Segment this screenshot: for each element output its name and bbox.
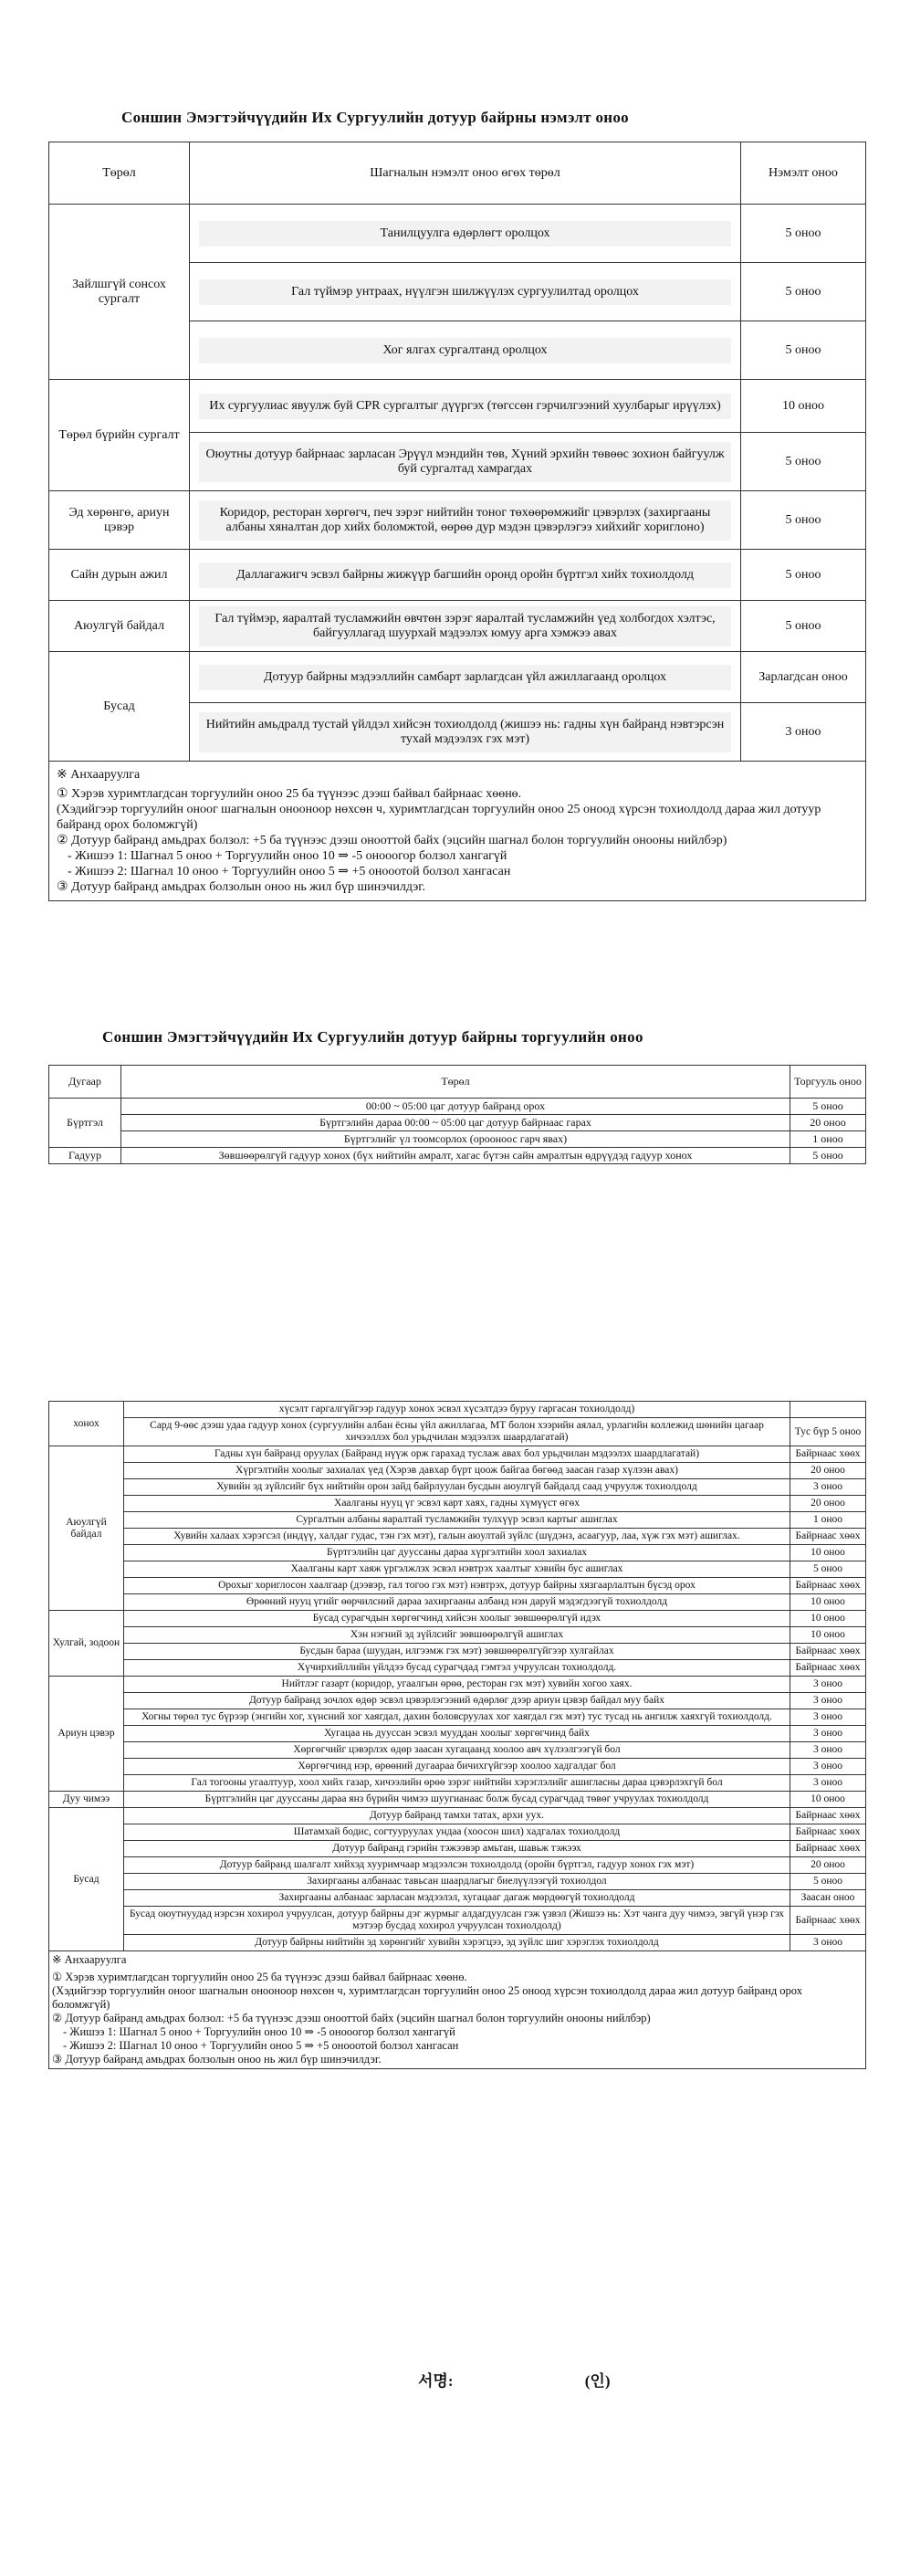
- criteria-cell: Хугацаа нь дууссан эсвэл мууддан хоолыг хөргөгчинд байх: [124, 1726, 790, 1742]
- points-cell: 5 оноо: [741, 433, 866, 491]
- points-cell: 1 оноо: [790, 1131, 866, 1148]
- table-row: [49, 1775, 866, 1792]
- points-cell: 3 оноо: [790, 1479, 866, 1496]
- points-cell: 5 оноо: [741, 263, 866, 321]
- points-cell: 3 оноо: [741, 703, 866, 762]
- category-cell: Бусад: [49, 652, 190, 762]
- header-penalty: Торгууль оноо: [790, 1066, 866, 1099]
- points-cell: 3 оноо: [790, 1709, 866, 1726]
- table-row: [49, 550, 866, 601]
- criteria-cell: Хувийн эд зүйлсийг бүх нийтийн орон зайд байрлуулан бусдын аюулгүй байдалд саад учруулж тохиолдолд: [124, 1479, 790, 1496]
- table-row: [49, 1759, 866, 1775]
- points-cell: Байрнаас хөөх: [790, 1808, 866, 1824]
- table-row: [49, 1841, 866, 1857]
- category-cell: Төрөл бүрийн сургалт: [49, 380, 190, 491]
- points-cell: 20 оноо: [790, 1463, 866, 1479]
- criteria-text: Их сургуулиас явуулж буй CPR сургалтыг дүүргэх (төгссөн гэрчилгээний хуулбарыг ирүүлэх): [199, 394, 731, 419]
- criteria-text: Танилцуулга өдөрлөгт оролцох: [199, 221, 731, 247]
- points-cell: 10 оноо: [790, 1627, 866, 1644]
- criteria-cell: Нийтлэг газарт (коридор, угаалгын өрөө, ресторан гэх мэт) хувийн хогоо хаях.: [124, 1677, 790, 1693]
- criteria-text: Оюутны дотуур байрнаас зарласан Эрүүл мэндийн төв, Хүний эрхийн төвөөс зохион байгуулж буй сургалтад хамрагдах: [199, 442, 731, 482]
- criteria-cell: Гадны хүн байранд оруулах (Байранд нүүж орж гарахад туслаж авах бол урьдчилан мэдээлэх шаардлагатай): [124, 1446, 790, 1463]
- note-line: ③ Дотуур байранд амьдрах болзолын оноо нь жил бүр шинэчилдэг.: [57, 880, 425, 894]
- note-line: ③ Дотуур байранд амьдрах болзолын оноо нь жил бүр шинэчилдэг.: [52, 2053, 382, 2066]
- notes-header: ※ Анхааруулга: [52, 1953, 127, 1966]
- penalty-points-title: Соншин Эмэгтэйчүүдийн Их Сургуулийн дотуур байрны торгуулийн оноо: [102, 1028, 643, 1046]
- bonus-points-title: Соншин Эмэгтэйчүүдийн Их Сургуулийн дотуур байрны нэмэлт оноо: [121, 109, 629, 126]
- points-cell: 20 оноо: [790, 1115, 866, 1131]
- points-cell: Байрнаас хөөх: [790, 1907, 866, 1935]
- criteria-cell: Бүртгэлийн цаг дууссаны дараа хүргэлтийн хоол захиалах: [124, 1545, 790, 1561]
- criteria-text: Дотуур байрны мэдээллийн самбарт зарлагдсан үйл ажиллагаанд оролцох: [199, 665, 731, 690]
- criteria-cell: Орохыг хориглосон хаалгаар (дээвэр, гал тогоо гэх мэт) нэвтрэх, дотуур байрны хязгаарлалтын бүсэд орох: [124, 1578, 790, 1594]
- criteria-cell: Захиргааны албанаас зарласан мэдээлэл, хугацааг дагаж мөрдөөгүй тохиолдолд: [124, 1890, 790, 1907]
- table-row: [49, 1907, 866, 1935]
- criteria-cell: Дотуур байранд зочлох өдөр эсвэл цэвэрлэгээний өдөрлөг дээр ариун цэвэр байдал муу байх: [124, 1693, 790, 1709]
- points-cell: 5 оноо: [790, 1099, 866, 1115]
- table-row: [49, 652, 866, 703]
- criteria-cell: Өрөөний нууц үгийг өөрчилсний дараа захиргааны албанд нэн даруй мэдэгдээгүй тохиолдолд: [124, 1594, 790, 1611]
- table-row: [49, 1594, 866, 1611]
- criteria-cell: Шатамхай бодис, согтууруулах ундаа (хоосон шил) хадгалах тохиолдолд: [124, 1824, 790, 1841]
- points-cell: Заасан оноо: [790, 1890, 866, 1907]
- criteria-cell: Хүргэлтийн хоолыг захиалах үед (Хэрэв давхар бүрт цоож байгаа бөгөөд заасан газар хүлээн авах): [124, 1463, 790, 1479]
- table-row: [49, 205, 866, 263]
- criteria-cell: Хөргөгчийг цэвэрлэх өдөр заасан хугацаанд хоолоо авч хүлээлгээгүй бол: [124, 1742, 790, 1759]
- seal-label: (인): [584, 2372, 611, 2390]
- table-row: [49, 1578, 866, 1594]
- criteria-cell: [190, 491, 741, 550]
- criteria-cell: Бүртгэлийн дараа 00:00 ~ 05:00 цаг дотуур байрнаас гарах: [121, 1115, 790, 1131]
- table-row: [49, 1742, 866, 1759]
- table-row: [49, 1808, 866, 1824]
- points-cell: Байрнаас хөөх: [790, 1644, 866, 1660]
- points-cell: 5 оноо: [790, 1874, 866, 1890]
- criteria-cell: [190, 550, 741, 601]
- criteria-cell: [190, 601, 741, 652]
- table-row: [49, 1627, 866, 1644]
- table-row: [49, 1418, 866, 1446]
- points-cell: 20 оноо: [790, 1496, 866, 1512]
- category-cell: Аюулгүй байдал: [49, 601, 190, 652]
- table-row: [49, 1677, 866, 1693]
- table-row: [49, 1545, 866, 1561]
- criteria-cell: Сард 9-өөс дээш удаа гадуур хонох (сургуулийн албан ёсны үйл ажиллагаа, МТ болон хээрийн аялал, урлагийн коллежид шөнийн цагаар хичээллэх бол урьдчилан мэдээлэх шаардлагатай): [124, 1418, 790, 1446]
- category-cell: Бусад: [49, 1808, 124, 1951]
- criteria-text: Гал түймэр, яаралтай тусламжийн өвчтөн зэрэг яаралтай тусламжийн үед холбогдох хэлтэс, байгууллагад шуурхай мэдээлэх юмуу арга хэмжээ авах: [199, 606, 731, 647]
- points-cell: 3 оноо: [790, 1677, 866, 1693]
- table-row: [49, 1402, 866, 1418]
- note-line: - Жишээ 2: Шагнал 10 оноо + Торгуулийн оноо 5 ⇒ +5 онооотой болзол хангасан: [63, 2039, 459, 2052]
- category-cell: Аюулгүй байдал: [49, 1446, 124, 1611]
- note-line: ① Хэрэв хуримтлагдсан торгуулийн оноо 25 ба түүнээс дээш байвал байрнаас хөөнө.: [52, 1971, 467, 1983]
- table-row: [49, 1115, 866, 1131]
- points-cell: 10 оноо: [790, 1611, 866, 1627]
- note-line: - Жишээ 2: Шагнал 10 оноо + Торгуулийн оноо 5 ⇒ +5 онооотой болзол хангасан: [68, 865, 511, 878]
- points-cell: 3 оноо: [790, 1693, 866, 1709]
- criteria-cell: [190, 433, 741, 491]
- points-cell: 10 оноо: [790, 1792, 866, 1808]
- table-row: [49, 1446, 866, 1463]
- bonus-notes: [49, 762, 866, 901]
- points-cell: 3 оноо: [790, 1759, 866, 1775]
- table-row: [49, 380, 866, 433]
- points-cell: Тус бүр 5 оноо: [790, 1418, 866, 1446]
- bonus-points-table: [48, 142, 866, 901]
- points-cell: 5 оноо: [790, 1561, 866, 1578]
- note-line: - Жишээ 1: Шагнал 5 оноо + Торгуулийн оноо 10 ⇒ -5 онооогор болзол хангагүй: [68, 849, 507, 863]
- criteria-cell: Хаалганы карт хаяж үргэлжлэх эсвэл нэвтрэх хаалтыг хэвийн бус ашиглах: [124, 1561, 790, 1578]
- points-cell: Байрнаас хөөх: [790, 1841, 866, 1857]
- table-row: [49, 1935, 866, 1951]
- criteria-text: Коридор, ресторан хөргөгч, печ зэрэг нийтийн тоног төхөөрөмжийг цэвэрлэх (захиргааны албаны хяналтан дор хийх боломжтой, өөрөө дур мэдэн цэвэрлэгээ хийхийг хориглоно): [199, 500, 731, 541]
- table-row: [49, 1131, 866, 1148]
- points-cell: 1 оноо: [790, 1512, 866, 1529]
- note-line: (Хэдийгээр торгуулийн оноог шагналын онооноор нөхсөн ч, хуримтлагдсан торгуулийн оноо 25 оноод хүрсэн тохиолдолд дараа жил дотуур байранд орох боломжгүй): [52, 1984, 802, 2011]
- criteria-cell: Дотуур байранд тамхи татах, архи уух.: [124, 1808, 790, 1824]
- criteria-cell: [190, 380, 741, 433]
- table-row: [49, 1792, 866, 1808]
- table-row: [49, 1709, 866, 1726]
- points-cell: 5 оноо: [741, 205, 866, 263]
- criteria-text: Нийтийн амьдралд тустай үйлдэл хийсэн тохиолдолд (жишээ нь: гадны хүн байранд нэвтэрсэн тухай мэдээлэх гэх мэт): [199, 712, 731, 752]
- points-cell: 3 оноо: [790, 1775, 866, 1792]
- category-cell: Хулгай, зодоон: [49, 1611, 124, 1677]
- table-row: [49, 1496, 866, 1512]
- points-cell: Байрнаас хөөх: [790, 1578, 866, 1594]
- criteria-cell: Сургалтын албаны яаралтай тусламжийн тулхүүр эсвэл картыг ашиглах: [124, 1512, 790, 1529]
- criteria-cell: [190, 205, 741, 263]
- table-row: [49, 491, 866, 550]
- table-row: [49, 601, 866, 652]
- points-cell: 5 оноо: [790, 1148, 866, 1164]
- table-row: [49, 1726, 866, 1742]
- points-cell: 5 оноо: [741, 550, 866, 601]
- table-row: [49, 1099, 866, 1115]
- table-row: [49, 1463, 866, 1479]
- table-row: [49, 1561, 866, 1578]
- criteria-cell: Хөргөгчинд нэр, өрөөний дугаараа бичихгүйгээр хоолоо хадгалдаг бол: [124, 1759, 790, 1775]
- category-cell: Бүртгэл: [49, 1099, 121, 1148]
- penalty-points-table: [48, 1065, 866, 1164]
- points-cell: Зарлагдсан оноо: [741, 652, 866, 703]
- points-cell: [790, 1402, 866, 1418]
- penalty-notes: [49, 1951, 866, 2069]
- category-cell: Гадуур: [49, 1148, 121, 1164]
- criteria-cell: Дотуур байранд шалгалт хийхэд хууримчаар мэдээлсэн тохиолдолд (оройн бүртгэл, гадуур хонох гэх мэт): [124, 1857, 790, 1874]
- header-type: Төрөл: [121, 1066, 790, 1099]
- points-cell: 20 оноо: [790, 1857, 866, 1874]
- table-row: [49, 1890, 866, 1907]
- criteria-cell: Бусад оюутнуудад нэрсэн хохирол учруулсан, дотуур байрны дэг журмыг алдагдуулсан гэж үзвэл (Жишээ нь: Хэт чанга дуу чимээ, эвгүй үнэр гэх мэтээр бусдад хохирол учруулсан тохиолдолд): [124, 1907, 790, 1935]
- criteria-cell: Хогны төрөл тус бүрээр (энгийн хог, хүнсний хог хаягдал, дахин боловсруулах хог хаягдал гэх мэт) тус тусад нь ангилж хаяхгүй тохиолдолд.: [124, 1709, 790, 1726]
- criteria-cell: Бусад сурагчдын хөргөгчинд хийсэн хоолыг зөвшөөрөлгүй идэх: [124, 1611, 790, 1627]
- header-category: Төрөл: [49, 142, 190, 205]
- criteria-text: Гал түймэр унтраах, нүүлгэн шилжүүлэх сургуулилтад оролцох: [199, 279, 731, 305]
- table-row: [49, 1693, 866, 1709]
- table-row: [49, 1529, 866, 1545]
- criteria-cell: Зөвшөөрөлгүй гадуур хонох (бүх нийтийн амралт, хагас бүтэн сайн амралтын өдрүүдэд гадуур хонох: [121, 1148, 790, 1164]
- criteria-cell: Гал тогооны угаалтуур, хоол хийх газар, хичээлийн өрөө зэрэг нийтийн хэрэглэлийг ашигласны дараа цэвэрлэхгүй бол: [124, 1775, 790, 1792]
- penalty-points-table-continued: [48, 1401, 866, 2069]
- points-cell: 10 оноо: [790, 1594, 866, 1611]
- points-cell: 3 оноо: [790, 1935, 866, 1951]
- points-cell: Байрнаас хөөх: [790, 1824, 866, 1841]
- criteria-text: Хог ялгах сургалтанд оролцох: [199, 338, 731, 363]
- category-cell: Сайн дурын ажил: [49, 550, 190, 601]
- header-number: Дугаар: [49, 1066, 121, 1099]
- criteria-text: Даллагажигч эсвэл байрны жижүүр багшийн оронд оройн бүртгэл хийх тохиолдолд: [199, 563, 731, 588]
- criteria-cell: Хэн нэгний эд зүйлсийг зөвшөөрөлгүй ашиглах: [124, 1627, 790, 1644]
- table-row: [49, 1874, 866, 1890]
- criteria-cell: [190, 703, 741, 762]
- category-cell: хонох: [49, 1402, 124, 1446]
- note-line: (Хэдийгээр торгуулийн оноог шагналын онооноор нөхсөн ч, хуримтлагдсан торгуулийн оноо 25 оноод хүрсэн тохиолдолд дараа жил дотуур байранд орох боломжгүй): [57, 803, 821, 832]
- points-cell: 3 оноо: [790, 1726, 866, 1742]
- criteria-cell: 00:00 ~ 05:00 цаг дотуур байранд орох: [121, 1099, 790, 1115]
- table-row: [49, 1644, 866, 1660]
- signature-label: 서명:: [418, 2372, 454, 2390]
- criteria-cell: Бусдын бараа (шуудан, илгээмж гэх мэт) зөвшөөрөлгүйгээр хулгайлах: [124, 1644, 790, 1660]
- table-row: [49, 1611, 866, 1627]
- note-line: - Жишээ 1: Шагнал 5 оноо + Торгуулийн оноо 10 ⇒ -5 онооогор болзол хангагүй: [63, 2025, 455, 2038]
- table-row: [49, 1512, 866, 1529]
- table-row: [49, 1857, 866, 1874]
- table-row: [49, 1660, 866, 1677]
- criteria-cell: Бүртгэлийн цаг дууссаны дараа янз бүрийн чимээ шуугианаас болж бусад сурагчдад төвөг учруулах тохиолдолд: [124, 1792, 790, 1808]
- category-cell: Дуу чимээ: [49, 1792, 124, 1808]
- header-points: Нэмэлт оноо: [741, 142, 866, 205]
- note-line: ② Дотуур байранд амьдрах болзол: +5 ба түүнээс дээш онооттой байх (эцсийн шагнал болон торгуулийн онооны нийлбэр): [52, 2012, 651, 2024]
- category-cell: Ариун цэвэр: [49, 1677, 124, 1792]
- criteria-cell: Хаалганы нууц үг эсвэл карт хаях, гадны хүмүүст өгөх: [124, 1496, 790, 1512]
- criteria-cell: Захиргааны албанаас тавьсан шаардлагыг биелүүлээгүй тохиолдол: [124, 1874, 790, 1890]
- criteria-cell: [190, 321, 741, 380]
- note-line: ① Хэрэв хуримтлагдсан торгуулийн оноо 25 ба түүнээс дээш байвал байрнаас хөөнө.: [57, 787, 522, 801]
- note-line: ② Дотуур байранд амьдрах болзол: +5 ба түүнээс дээш онооттой байх (эцсийн шагнал болон торгуулийн онооны нийлбэр): [57, 834, 727, 847]
- points-cell: 10 оноо: [790, 1545, 866, 1561]
- criteria-cell: хүсэлт гаргалгүйгээр гадуур хонох эсвэл хүсэлтдээ буруу гаргасан тохиолдолд): [124, 1402, 790, 1418]
- table-row: [49, 1479, 866, 1496]
- criteria-cell: [190, 652, 741, 703]
- points-cell: 5 оноо: [741, 601, 866, 652]
- points-cell: 10 оноо: [741, 380, 866, 433]
- criteria-cell: Хүчирхийллийн үйлдээ бусад сурагчдад гэмтэл учруулсан тохиолдолд.: [124, 1660, 790, 1677]
- category-cell: Зайлшгүй сонсох сургалт: [49, 205, 190, 380]
- criteria-cell: [190, 263, 741, 321]
- signature-line: [418, 2368, 611, 2391]
- header-type: Шагналын нэмэлт оноо өгөх төрөл: [190, 142, 741, 205]
- notes-header: ※ Анхааруулга: [57, 768, 141, 782]
- points-cell: 5 оноо: [741, 491, 866, 550]
- points-cell: Байрнаас хөөх: [790, 1446, 866, 1463]
- points-cell: Байрнаас хөөх: [790, 1660, 866, 1677]
- table-row: [49, 1148, 866, 1164]
- points-cell: Байрнаас хөөх: [790, 1529, 866, 1545]
- criteria-cell: Хувийн халаах хэрэгсэл (индүү, халдаг гудас, тэн гэх мэт), галын аюултай зүйлс (шүдэнз, асаагуур, лаа, хүж гэх мэт) ашиглах.: [124, 1529, 790, 1545]
- criteria-cell: Дотуур байрны нийтийн эд хөрөнгийг хувийн хэрэгцээ, эд зүйлс шиг хэрэглэх тохиолдолд: [124, 1935, 790, 1951]
- points-cell: 3 оноо: [790, 1742, 866, 1759]
- table-row: [49, 1824, 866, 1841]
- category-cell: Эд хөрөнгө, ариун цэвэр: [49, 491, 190, 550]
- points-cell: 5 оноо: [741, 321, 866, 380]
- criteria-cell: Бүртгэлийг үл тоомсорлох (орооноос гарч явах): [121, 1131, 790, 1148]
- criteria-cell: Дотуур байранд гэрийн тэжээвэр амьтан, шавьж тэжээх: [124, 1841, 790, 1857]
